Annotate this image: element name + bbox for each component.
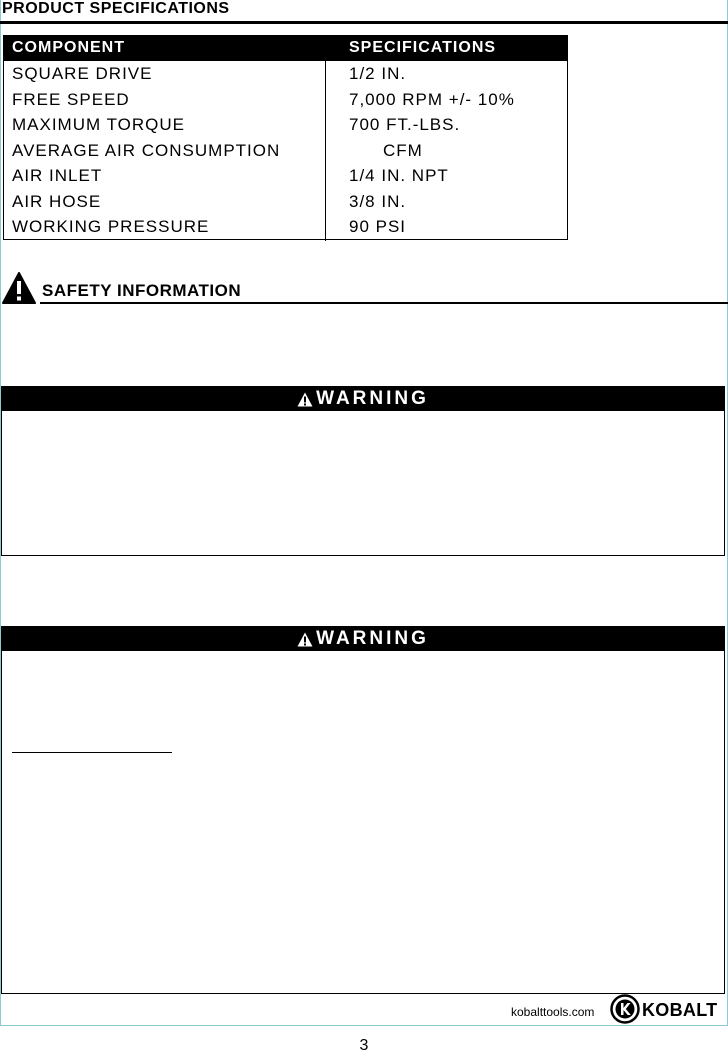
spec-cell: CFM — [383, 141, 423, 160]
table-row — [4, 164, 567, 189]
component-cell: MAXIMUM TORQUE — [12, 115, 185, 134]
spec-cell: 700 FT.-LBS. — [349, 115, 461, 134]
spec-table-header — [4, 36, 567, 61]
safety-rule — [40, 302, 728, 304]
svg-text:KOBALT: KOBALT — [642, 1000, 718, 1020]
spec-cell: 1/4 IN. NPT — [349, 166, 449, 185]
component-cell: SQUARE DRIVE — [12, 64, 153, 83]
warning-box — [1, 626, 725, 994]
page-number: 3 — [359, 1037, 369, 1054]
table-row — [4, 62, 567, 87]
spec-cell: 7,000 RPM +/- 10% — [349, 90, 515, 109]
table-row — [4, 215, 567, 240]
table-row — [4, 88, 567, 113]
title-rule — [0, 21, 728, 24]
warning-triangle-icon — [297, 632, 313, 647]
safety-information-title: SAFETY INFORMATION — [42, 281, 242, 300]
warning-box — [1, 386, 725, 556]
warning-triangle-icon — [297, 392, 313, 407]
exclamation-triangle-icon — [2, 272, 36, 304]
kobalt-logo — [610, 994, 726, 1024]
spec-cell: 1/2 IN. — [349, 64, 407, 83]
component-cell: AVERAGE AIR CONSUMPTION — [12, 141, 281, 160]
component-cell: FREE SPEED — [12, 90, 130, 109]
table-row — [4, 139, 567, 164]
underline-rule — [12, 752, 172, 753]
spec-table — [3, 35, 568, 240]
warning-label: WARNING — [316, 388, 429, 409]
spec-cell: 3/8 IN. — [349, 192, 407, 211]
warning-label: WARNING — [316, 628, 429, 649]
component-cell: AIR INLET — [12, 166, 103, 185]
warning-banner — [2, 627, 724, 651]
table-row — [4, 113, 567, 138]
kobalt-logo-mark — [610, 994, 726, 1024]
warning-banner — [2, 387, 724, 411]
column-header-component: COMPONENT — [12, 39, 125, 56]
component-cell: AIR HOSE — [12, 192, 102, 211]
table-row — [4, 190, 567, 215]
product-specifications-title: PRODUCT SPECIFICATIONS — [2, 0, 230, 17]
column-header-specifications: SPECIFICATIONS — [349, 39, 497, 56]
website-url: kobalttools.com — [511, 1005, 595, 1019]
component-cell: WORKING PRESSURE — [12, 217, 210, 236]
spec-cell: 90 PSI — [349, 217, 407, 236]
